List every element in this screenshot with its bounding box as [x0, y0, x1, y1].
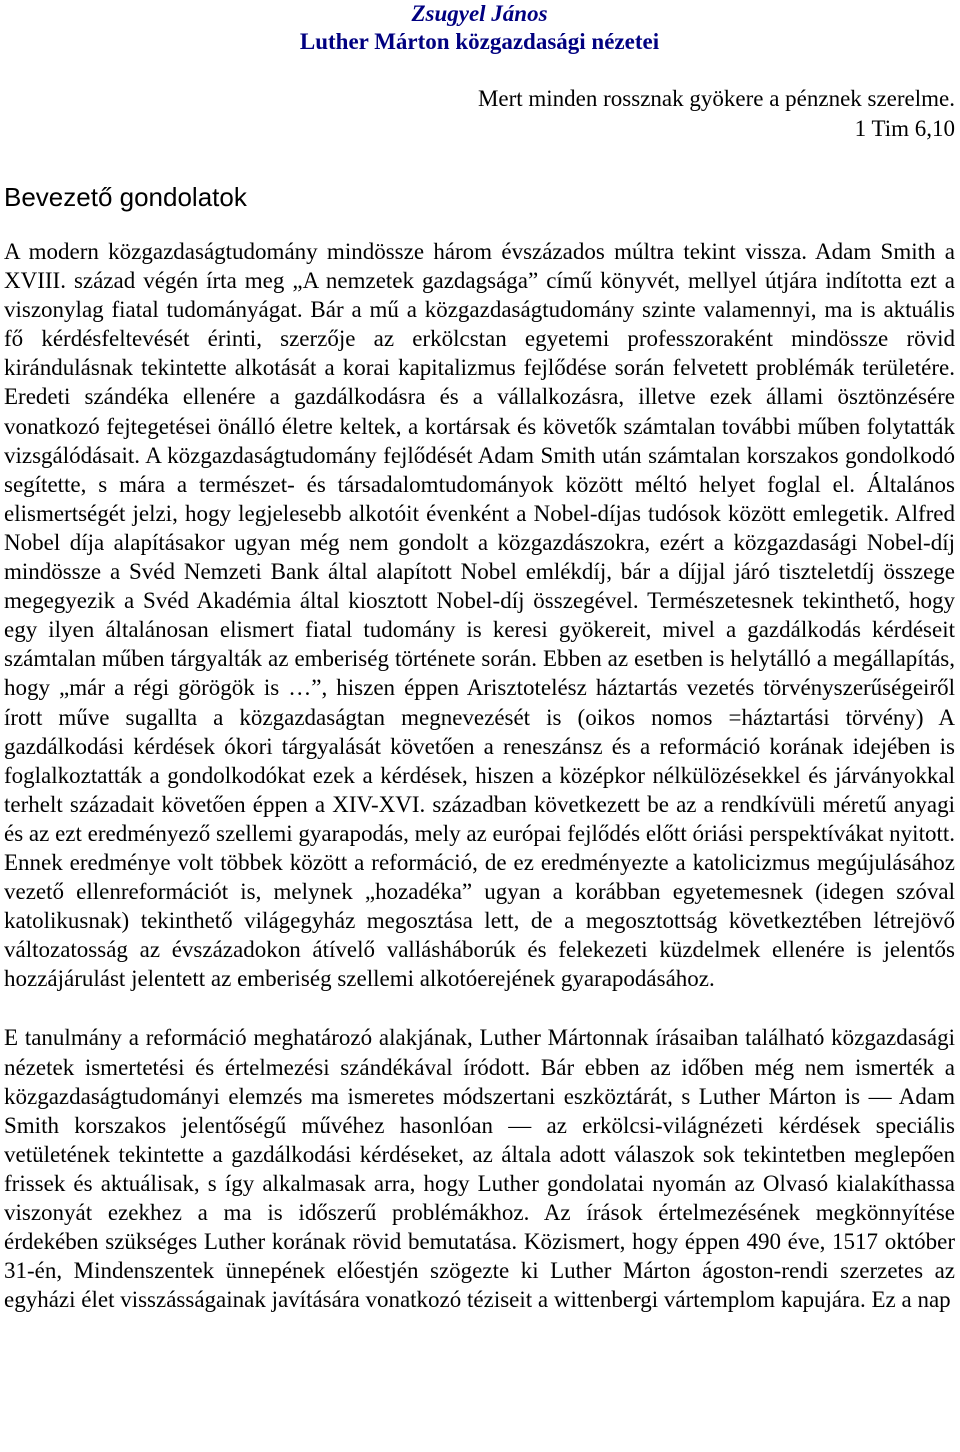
- epigraph-quote: Mert minden rossznak gyökere a pénznek szerelme.: [477, 86, 955, 111]
- document-header: [4, 0, 955, 56]
- section-heading: Bevezető gondolatok: [4, 182, 247, 212]
- body-paragraph: E tanulmány a reformáció meghatározó alakjának, Luther Mártonnak írásaiban található közgazdasági nézetek ismertetési és értelmezési szándékával íródott. Bár ebben az időben még nem ismerték a közgazdaságtudományi elemzés ma ismeretes módszertani eszköztárát, s Luther Márton is — Adam Smith korszakos jelentőségű művéhez hasonlóan — az erkölcsi-világnézeti kérdések speciális vetületének tekintette a gazdálkodási kérdéseket, az általa adott válaszok sok tekintetben meglepően frissek és aktuálisak, s így alkalmasak arra, hogy Luther gondolatai nyomán az Olvasó kialakíthassa viszonyát ezekhez a ma is időszerű problémákhoz. Az írások értelmezésének megkönnyítése érdekében szükséges Luther korának rövid bemutatása. Közismert, hogy éppen 490 éve, 1517 október 31-én, Mindenszentek ünnepének előestjén szögezte ki Luther Márton ágoston-rendi szerzetes az egyházi élet visszásságainak javítására vonatkozó téziseit a wittenbergi vártemplom kapujára. Ez a nap: [4, 1025, 955, 1313]
- epigraph-reference: 1 Tim 6,10: [854, 116, 955, 141]
- epigraph: [4, 84, 955, 144]
- document-title: Luther Márton közgazdasági nézetei: [299, 29, 660, 54]
- document-page: [4, 0, 955, 1314]
- author-name: Zsugyel János: [411, 1, 548, 26]
- body-paragraph: A modern közgazdaságtudomány mindössze három évszázados múltra tekint vissza. Adam Smith a XVIII. század végén írta meg „A nemzetek gazdagsága” című könyvét, mellyel útjára indította ezt a viszonylag fiatal tudományágat. Bár a mű a közgazdaságtudomány szinte valamennyi, ma is aktuális fő kérdésfeltevését érinti, szerzője az erkölcstan egyetemi professzoraként mindössze rövid kirándulásnak tekintette alkotását a korai kapitalizmus fejlődése során felvetett problémák területére. Eredeti szándéka ellenére a gazdálkodásra és a vállalkozásra, illetve ezek állami ösztönzésére vonatkozó fejtegetései önálló életre keltek, a kortársak és követők számtalan további műben folytatták vizsgálódásait. A közgazdaságtudomány fejlődését Adam Smith után számtalan korszakos gondolkodó segítette, s mára a természet- és társadalomtudományok között méltó helyet foglal el. Általános elismertségét jelzi, hogy legjelesebb alkotóit évenként a Nobel-díjas tudósok között emlegetik. Alfred Nobel díja alapításakor ugyan még nem gondolt a közgazdászokra, ezért a közgazdasági Nobel-díj mindössze a Svéd Nemzeti Bank által alapított Nobel emlékdíj, bár a díjjal járó tiszteletdíj összege megegyezik a Svéd Akadémia által kiosztott Nobel-díj összegével. Természetesnek tekinthető, hogy egy ilyen általánosan elismert fiatal tudomány is keresi gyökereit, mivel a gazdálkodás kérdéseit számtalan műben tárgyalták az emberiség története során. Ebben az esetben is helytálló a megállapítás, hogy „már a régi görögök is …”, hiszen éppen Arisztotelész háztartás vezetés törvényszerűségeiről írott műve sugallta a közgazdaságtan megnevezését is (oikos nomos =háztartási törvény) A gazdálkodási kérdések ókori tárgyalását követően a reneszánsz és a reformáció korának idejében is foglalkoztatták a gondolkodókat ezek a kérdések, hiszen a középkor nélkülözésekkel és járványokkal terhelt századait követően éppen a XIV-XVI. században következett be az a rendkívüli méretű anyagi és az ezt eredményező szellemi gyarapodás, mely az európai fejlődés előtt óriási perspektívákat nyitott. Ennek eredménye volt többek között a reformáció, de ez eredményezte a katolicizmus megújulásához vezető ellenreformációt is, melynek „hozadéka” ugyan a korábban egyetemesnek (idegen szóval katolikusnak) tekinthető világegyház megosztása lett, de a megosztottság következtében létrejövő változatosság az évszázadokon átívelő vallásháborúk és felekezeti küzdelmek ellenére is jelentős hozzájárulást jelentett az emberiség szellemi alkotóerejének gyarapodásához.: [4, 239, 955, 992]
